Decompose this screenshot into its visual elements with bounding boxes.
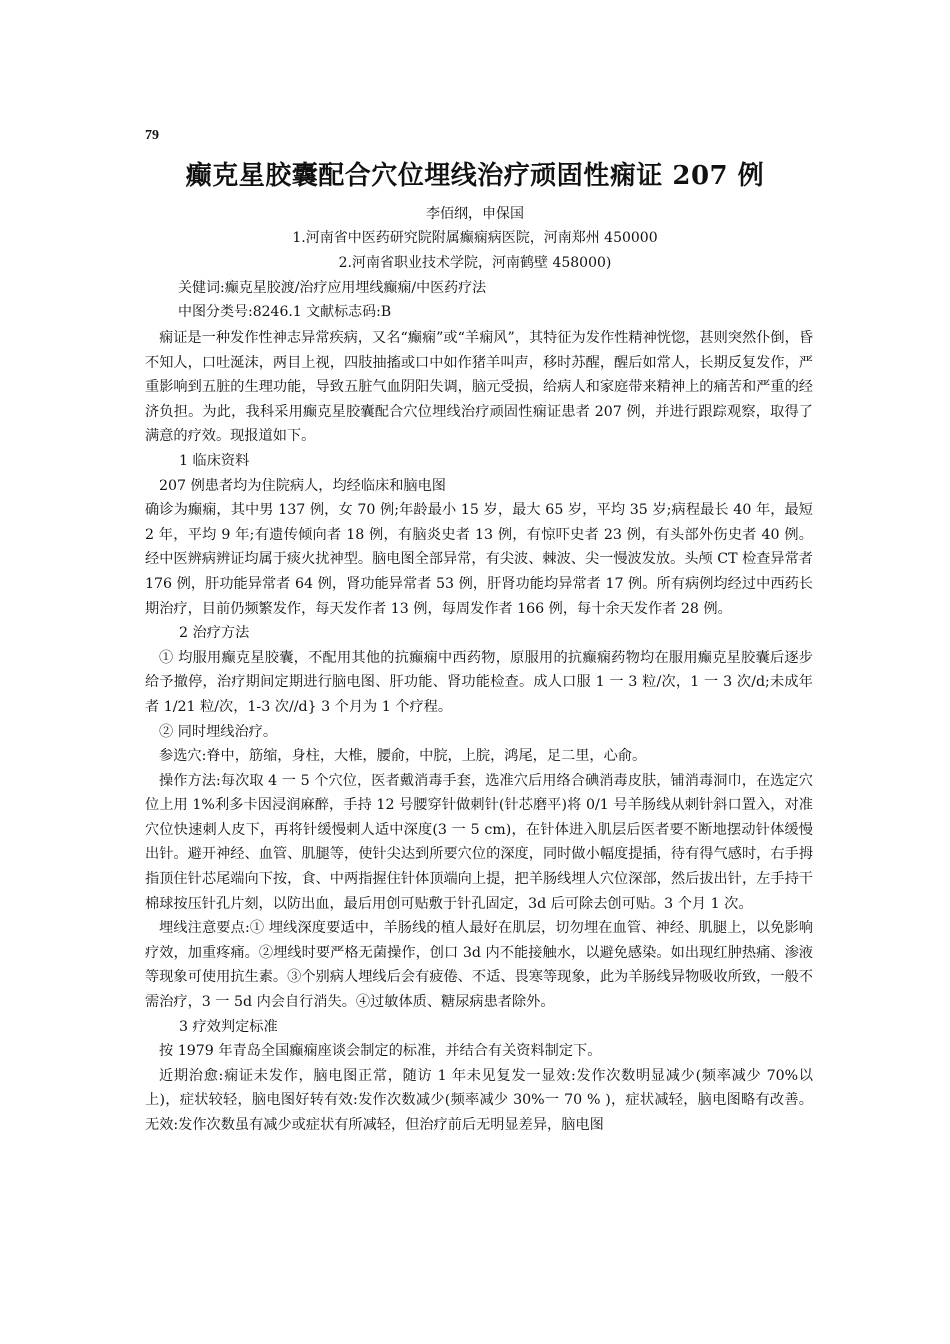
paragraph: ② 同时埋线治疗。 xyxy=(159,723,278,740)
paragraph: 操作方法:每次取 4 一 5 个穴位，医者戴消毒手套，选准穴后用络合碘消毒皮肤，铺消毒洞巾，在选定穴位上用 1%利多卡因浸润麻醉，手持 12 号腰穿针做刺针(针芯磨平)将 0/1 号羊肠线从刺针斜口置入，对准穴位快速刺人皮下，再将针缓慢刺人适中深度(3 一 5 cm)，在针体进入肌层后医者要不断地摆动针体缓慢出针。避开神经、血管、肌腿等，使针尖达到所要穴位的深度，同时做小幅度提插，待有得气感时，右手拇指顶住针芯尾端向下按，食、中两指握住针体顶端向上提，把羊肠线埋人穴位深部，然后拔出针，左手持干棉球按压针孔片刻，以防出血，最后用创可贴敷于针孔固定，3d 后可除去创可贴。3 个月 1 次。 xyxy=(145,772,813,912)
classification-code: 中图分类号:8246.1 文献标志码:B xyxy=(178,304,392,320)
paragraph: 207 例患者均为住院病人，均经临床和脑电图 xyxy=(159,477,446,494)
article-title: 癫克星胶囊配合穴位埋线治疗顽固性痫证 207 例 xyxy=(185,161,765,191)
section-heading-treatment: 2 治疗方法 xyxy=(179,625,250,642)
paragraph-intro: 痫证是一种发作性神志异常疾病，又名“癫痫”或“羊痫风”，其特征为发作性精神恍惚，甚则突然仆倒，昏不知人，口吐涎沫，两目上视，四肢抽搐或口中如作猪羊叫声，移时苏醒，醒后如常人，长期反复发作，严重影响到五脏的生理功能，导致五脏气血阴阳失调，脑元受损，给病人和家庭带来精神上的痛苦和严重的经济负担。为此，我科采用癫克星胶囊配合穴位埋线治疗顽固性痫证患者 207 例，并进行跟踪观察，取得了满意的疗效。现报道如下。 xyxy=(145,330,813,445)
affiliation-1: 1.河南省中医药研究院附属癫痫病医院，河南郑州 450000 xyxy=(292,230,658,246)
affiliation-2: 2.河南省职业技术学院，河南鹤壁 458000) xyxy=(338,255,612,271)
page-number: 79 xyxy=(145,128,159,143)
body-text xyxy=(145,326,813,1138)
keywords: 关健词:癫克星胶渡/治疗应用埋线癫痫/中医药疗法 xyxy=(178,280,487,296)
paragraph: 近期治愈:痫证未发作，脑电图正常，随访 1 年未见复发一显效:发作次数明显减少(频率减少 70%以上)，症状较轻，脑电图好转有效:发作次数减少(频率减少 30%一 70 % )，症状减轻，脑电图略有改善。无效:发作次数虽有减少或症状有所减轻，但治疗前后无明显差异，脑电图 xyxy=(145,1067,813,1133)
authors: 李佰纲，申保国 xyxy=(426,206,524,222)
paragraph: 确诊为癫痫，其中男 137 例，女 70 例;年龄最小 15 岁，最大 65 岁，平均 35 岁;病程最长 40 年，最短 2 年，平均 9 年;有遗传倾向者 18 例，有脑炎史者 13 例，有惊吓史者 23 例，有头部外伤史者 40 例。经中医辨病辨证均属于痰火扰神型。脑电图全部异常，有尖波、棘波、尖一慢波发放。头颅 CT 检查异常者 176 例，肝功能异常者 64 例，肾功能异常者 53 例，肝肾功能均异常者 17 例。所有病例均经过中西药长期治疗，目前仍频繁发作，每天发作者 13 例，每周发作者 166 例，每十余天发作者 28 例。 xyxy=(145,502,813,617)
paragraph: 埋线注意要点:① 埋线深度要适中，羊肠线的植人最好在肌层，切勿埋在血管、神经、肌腿上，以免影响疗效，加重疼痛。②埋线时要严格无菌操作，创口 3d 内不能接触水，以避免感染。如出现红肿热痛、渗液等现象可使用抗生素。③个别病人埋线后会有疲倦、不适、畏寒等现象，此为羊肠线异物吸收所致，一般不需治疗，3 一 5d 内会自行消失。④过敏体质、糖尿病患者除外。 xyxy=(145,920,813,1011)
paragraph: 参选穴:脊中，筋缩，身柱，大椎，腰俞，中脘，上脘，鸿尾，足二里，心俞。 xyxy=(159,748,647,765)
section-heading-criteria: 3 疗效判定标准 xyxy=(179,1018,278,1035)
paragraph: ① 均服用癫克星胶囊，不配用其他的抗癫痫中西药物，原服用的抗癫痫药物均在服用癫克星胶囊后逐步给予撤停，治疗期间定期进行脑电图、肝功能、肾功能检查。成人口服 1 一 3 粒/次，1 一 3 次/d;未成年者 1/21 粒/次，1-3 次//d} 3 个月为 1 个疗程。 xyxy=(145,649,813,715)
paragraph: 按 1979 年青岛全国癫痫座谈会制定的标准，并结合有关资料制定下。 xyxy=(159,1043,602,1060)
section-heading-clinical-data: 1 临床资料 xyxy=(179,452,250,469)
